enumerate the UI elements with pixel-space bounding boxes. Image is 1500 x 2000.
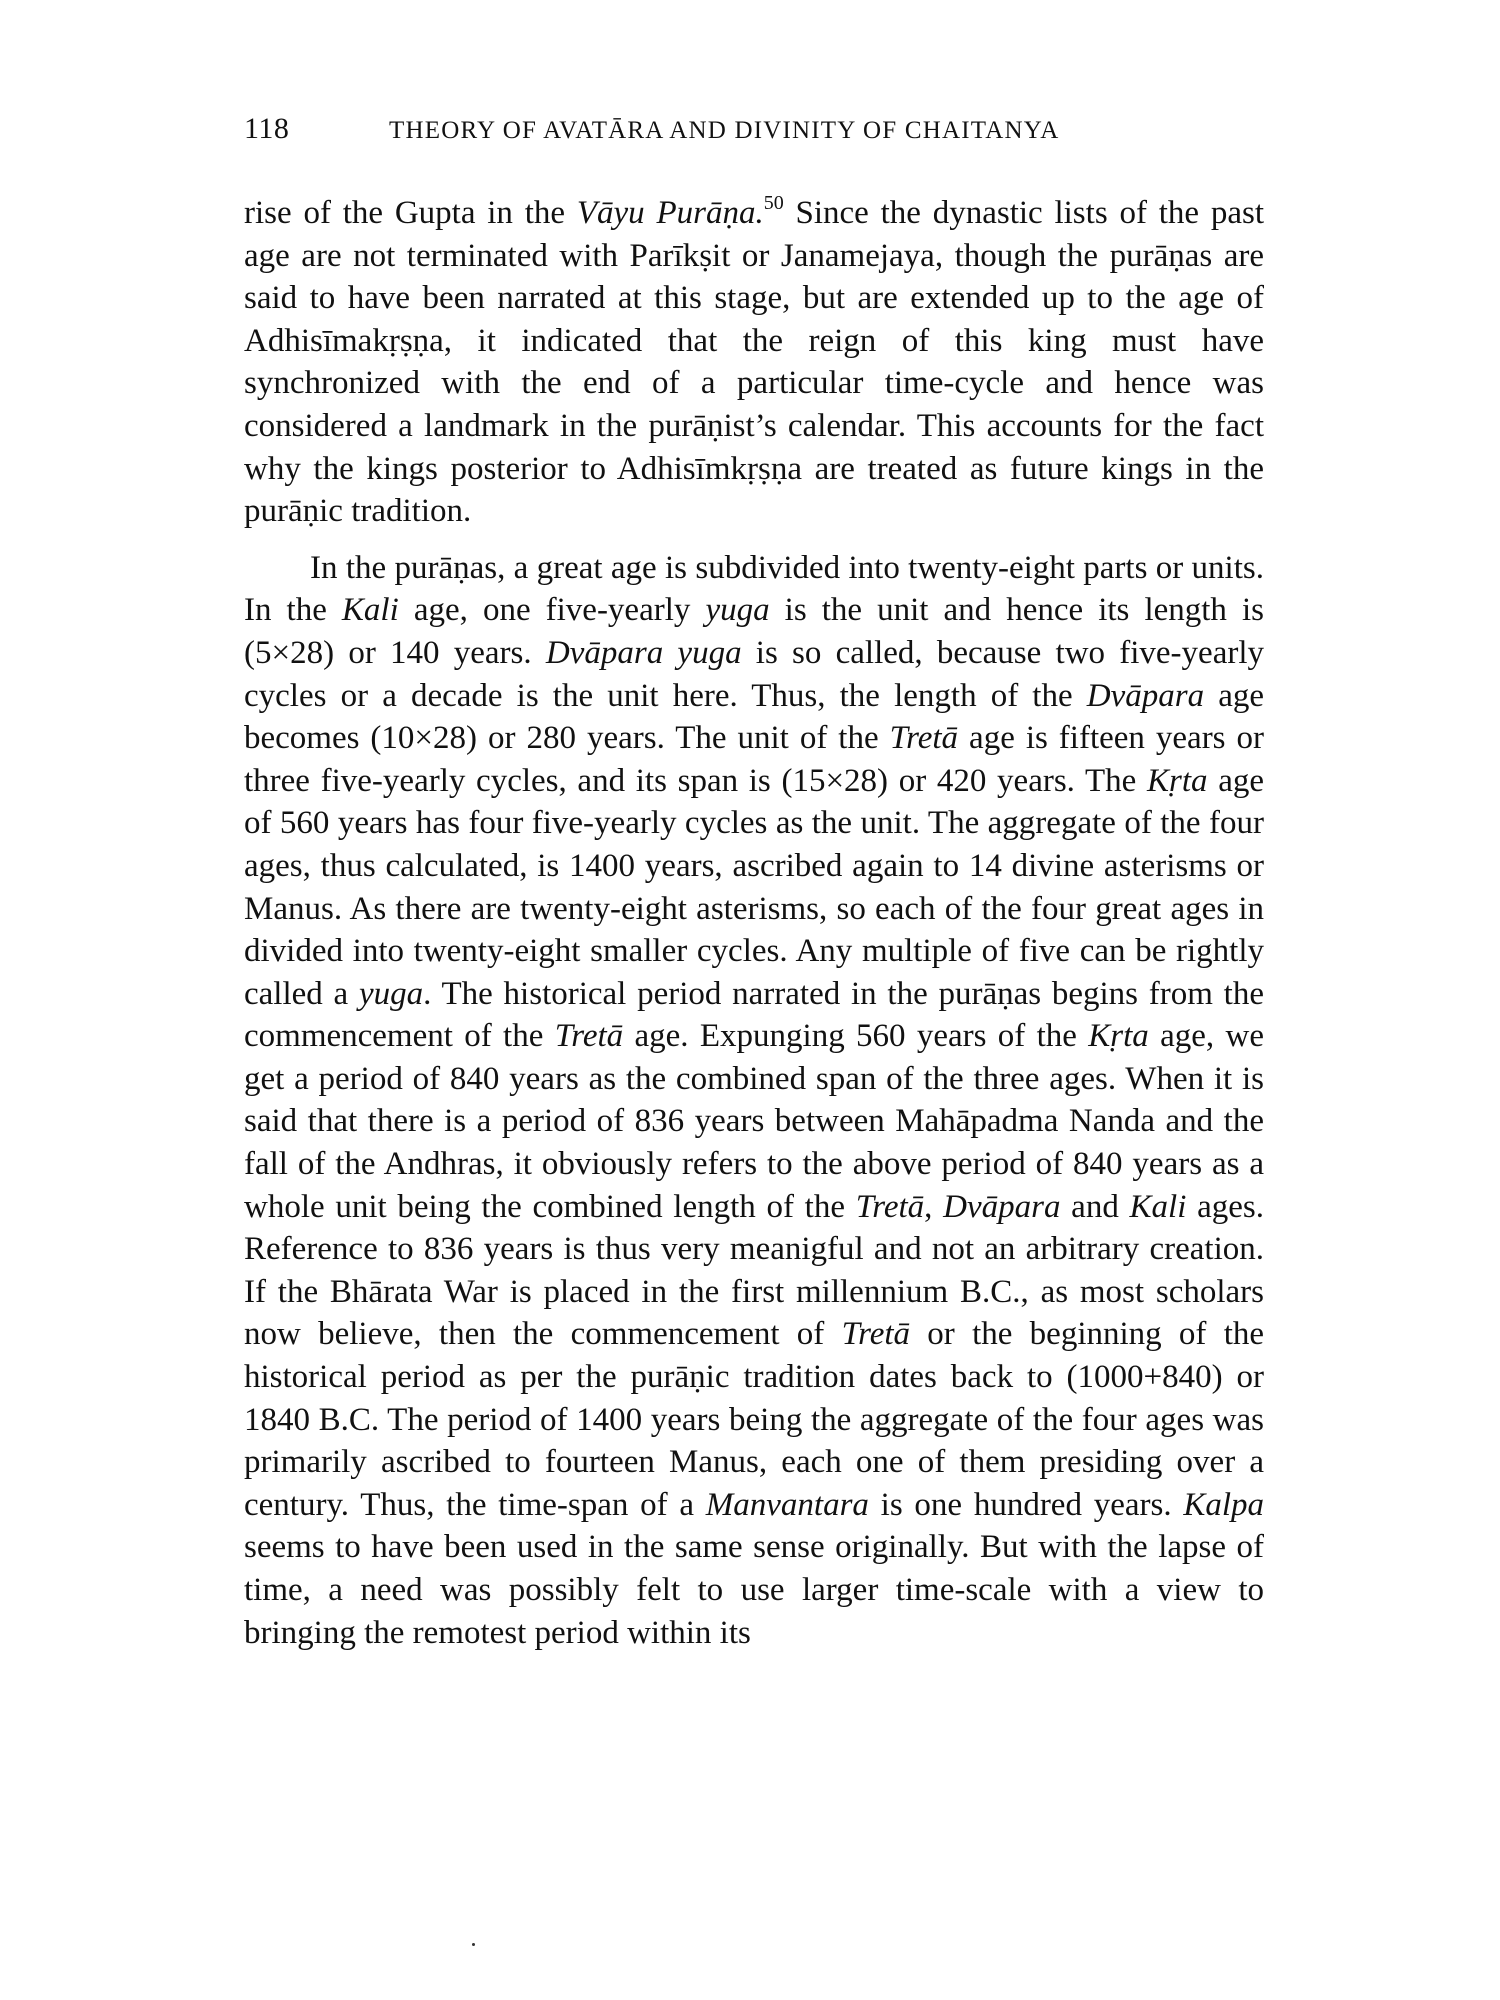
italic-term: Vāyu Purāṇa.: [576, 195, 764, 231]
scan-speck: [472, 1943, 475, 1946]
italic-term: Dvāpara yuga: [545, 634, 742, 671]
paragraph-2: [244, 547, 1264, 1654]
text-run: rise of the Gupta in the: [244, 195, 577, 231]
text-run: ages. Reference to 836 years is thus very meanigful and not an arbitrary creation. If the Bhārata War is placed in the first millennium B.C., as most scholars now believe, then the commencement of: [244, 1188, 1265, 1353]
paragraph-1: [244, 192, 1264, 533]
italic-term: Tretā: [889, 720, 959, 757]
text-run: and: [1060, 1188, 1130, 1225]
text-run: age, we get a period of 840 years as the combined span of the three ages. When it is said that there is a period of 836 years between Mahāpadma Nanda and the fall of the Andhras, it obviously refers to the above period of 840 years as a whole unit being the combined length of the: [244, 1018, 1264, 1225]
text-run: or the beginning of the historical period as per the purāṇic tradition dates back to (1000+840) or 1840 B.C. The period of 1400 years being the aggregate of the four ages was primarily ascribed to fourteen Manus, each one of them presiding over a century. Thus, the time-span of a: [244, 1316, 1265, 1523]
italic-term: yuga: [705, 592, 770, 629]
body-text: [244, 192, 1264, 1654]
running-title: THEORY OF AVATĀRA AND DIVINITY OF CHAITANYA: [389, 117, 1060, 144]
text-run: age is fifteen years or three five-yearly cycles, and its span is (15×28) or 420 years. The: [244, 720, 1264, 799]
text-run: age of 560 years has four five-yearly cycles as the unit. The aggregate of the four ages, thus calculated, is 1400 years, ascribed again to 14 divine asterisms or Manus. As there are twenty-eight asterisms, so each of the four great ages in divided into twenty-eight smaller cycles. Any multiple of five can be rightly called a: [244, 762, 1265, 1012]
footnote-marker: 50: [763, 192, 784, 214]
text-run: . The historical period narrated in the purāṇas begins from the commencement of the: [244, 975, 1264, 1055]
italic-term: Kṛta: [1147, 762, 1208, 799]
text-run: age. Expunging 560 years of the: [623, 1018, 1089, 1055]
text-run: seems to have been used in the same sense originally. But with the lapse of time, a need was possibly felt to use larger time-scale with a view to bringing the remotest period within its: [244, 1529, 1264, 1651]
page-number: 118: [244, 112, 290, 145]
text-run: is the unit and hence its length is (5×28) or 140 years.: [244, 592, 1264, 671]
italic-term: Tretā: [855, 1188, 925, 1225]
text-run: is so called, because two five-yearly cycles or a decade is the unit here. Thus, the length of the: [244, 634, 1264, 714]
text-run: age becomes (10×28) or 280 years. The unit of the: [244, 677, 1264, 757]
text-run: Since the dynastic lists of the past age are not terminated with Parīkṣit or Janamejaya, though the purāṇas are said to have been narrated at this stage, but are extended up to the age of Adhisīmakṛṣṇa, it indicated that the reign of this king must have synchronized with the end of a particular time-cycle and hence was considered a landmark in the purāṇist’s calendar. This accounts for the fact why the kings posterior to Adhisīmkṛṣṇa are treated as future kings in the purāṇic tradition.: [244, 195, 1264, 530]
italic-term: Kali: [1129, 1188, 1187, 1225]
text-run: In the purāṇas, a great age is subdivided into twenty-eight parts or units. In the: [244, 549, 1264, 629]
italic-term: Kalpa: [1183, 1486, 1265, 1523]
italic-term: Kali: [341, 592, 399, 629]
text-run: ,: [924, 1188, 944, 1225]
running-header: [244, 112, 1264, 152]
italic-term: Kṛta: [1088, 1018, 1149, 1055]
italic-term: Tretā: [841, 1316, 911, 1353]
text-run: is one hundred years.: [868, 1486, 1184, 1523]
italic-term: Tretā: [554, 1018, 624, 1055]
italic-term: Manvantara: [705, 1486, 869, 1523]
italic-term: Dvāpara: [943, 1188, 1061, 1225]
italic-term: yuga: [358, 975, 424, 1012]
text-run: age, one five-yearly: [398, 592, 706, 629]
italic-term: Dvāpara: [1086, 677, 1205, 714]
